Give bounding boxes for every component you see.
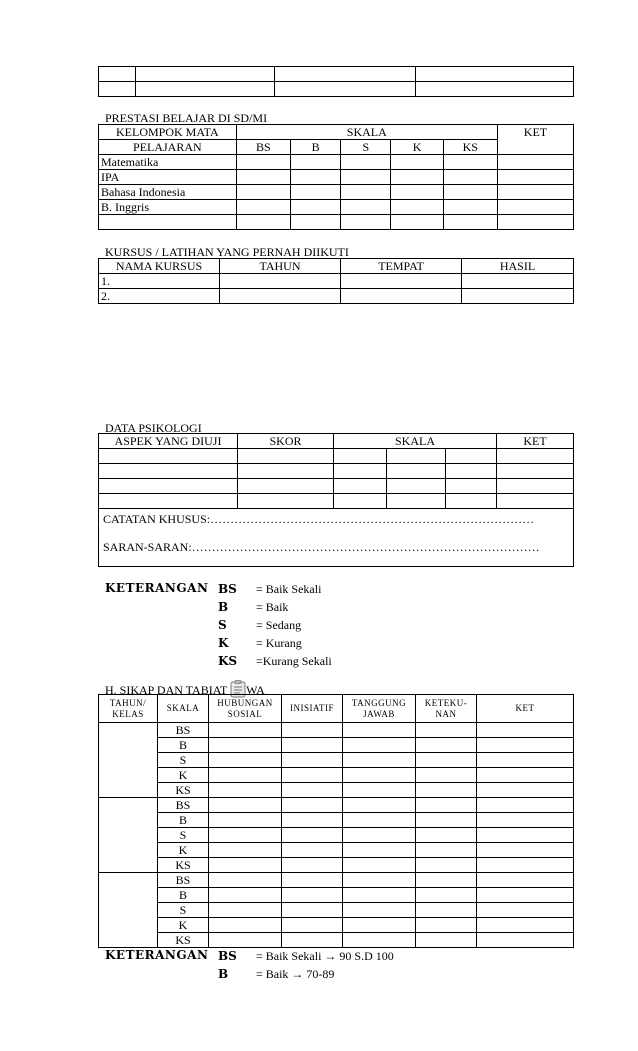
ket-code: S [218, 618, 227, 632]
sikap-scale: S [158, 753, 209, 768]
psikologi-title: DATA PSIKOLOGI [105, 421, 202, 435]
ket-code: BS [218, 949, 237, 963]
kursus-header: TAHUN [220, 259, 341, 274]
scale-header: S [341, 140, 391, 155]
prestasi-header-scale: SKALA [236, 125, 497, 140]
top-partial-table [98, 66, 574, 97]
keterangan-label-2: KETERANGAN [105, 948, 209, 962]
kursus-header: NAMA KURSUS [99, 259, 220, 274]
prestasi-header-ket: KET [497, 125, 573, 155]
kursus-row-number: 2. [99, 289, 220, 304]
subject-cell: Matematika [99, 155, 237, 170]
subject-cell: Bahasa Indonesia [99, 185, 237, 200]
sikap-header-skala: SKALA [158, 695, 209, 723]
sikap-scale: S [158, 903, 209, 918]
kursus-table [98, 258, 574, 304]
scale-header: KS [443, 140, 497, 155]
kursus-row-number: 1. [99, 274, 220, 289]
sikap-table [98, 694, 574, 948]
prestasi-header-subject: KELOMPOK MATA [99, 125, 237, 140]
ket-desc: =Kurang Sekali [256, 654, 332, 668]
ket-desc: = Baik [256, 600, 289, 614]
psikologi-header: SKOR [238, 434, 334, 449]
sikap-scale: BS [158, 723, 209, 738]
sikap-title-part2: WA [246, 683, 265, 697]
keterangan-label: KETERANGAN [105, 581, 209, 595]
sikap-scale: B [158, 813, 209, 828]
sikap-scale: K [158, 918, 209, 933]
sikap-scale: BS [158, 798, 209, 813]
prestasi-title: PRESTASI BELAJAR DI SD/MI [105, 111, 268, 125]
prestasi-header-subject-2: PELAJARAN [99, 140, 237, 155]
sikap-header-tanggung: TANGGUNG JAWAB [343, 695, 416, 723]
subject-cell: B. Inggris [99, 200, 237, 215]
sikap-header-inisiatif: INISIATIF [282, 695, 343, 723]
prestasi-table [98, 124, 574, 230]
sikap-scale: KS [158, 933, 209, 948]
sikap-scale: KS [158, 858, 209, 873]
ket-code: K [218, 636, 229, 650]
ket-desc: = Baik Sekali [256, 582, 322, 596]
scale-header: K [391, 140, 443, 155]
sikap-scale: B [158, 888, 209, 903]
sikap-scale: K [158, 768, 209, 783]
ket-desc: = Kurang [256, 636, 302, 650]
subject-cell: IPA [99, 170, 237, 185]
ket-code: B [218, 967, 229, 981]
psikologi-table [98, 433, 574, 567]
sikap-scale: K [158, 843, 209, 858]
sikap-scale: KS [158, 783, 209, 798]
sikap-header-ketekunan: KETEKU- NAN [416, 695, 477, 723]
scale-header: BS [236, 140, 290, 155]
subject-cell [99, 215, 237, 230]
sikap-header-ket: KET [477, 695, 574, 723]
ket-code: BS [218, 582, 237, 596]
sikap-scale: S [158, 828, 209, 843]
saran-saran: SARAN-SARAN:…………………………………………………………………………… [103, 540, 540, 554]
sikap-scale: B [158, 738, 209, 753]
sikap-title-part1: H. SIKAP DAN TABIAT [105, 683, 228, 697]
keterangan-list-2 [218, 947, 394, 983]
scale-header: B [291, 140, 341, 155]
ket-desc: = Baik Sekali → 90 S.D 100 [256, 949, 394, 963]
kursus-title: KURSUS / LATIHAN YANG PERNAH DIIKUTI [105, 245, 349, 259]
keterangan-list [218, 580, 332, 670]
psikologi-header: SKALA [334, 434, 497, 449]
kursus-header: TEMPAT [341, 259, 462, 274]
kursus-header: HASIL [462, 259, 574, 274]
psikologi-header: ASPEK YANG DIUJI [99, 434, 238, 449]
sikap-scale: BS [158, 873, 209, 888]
sikap-header-tahun: TAHUN/ KELAS [99, 695, 158, 723]
ket-desc: = Sedang [256, 618, 302, 632]
ket-code: B [218, 600, 229, 614]
catatan-khusus: CATATAN KHUSUS:……………………………………………………………………… [103, 512, 535, 526]
ket-code: KS [218, 654, 238, 668]
ket-desc: = Baik → 70-89 [256, 967, 335, 981]
sikap-header-hubungan: HUBUNGAN SOSIAL [209, 695, 282, 723]
psikologi-header: KET [497, 434, 574, 449]
